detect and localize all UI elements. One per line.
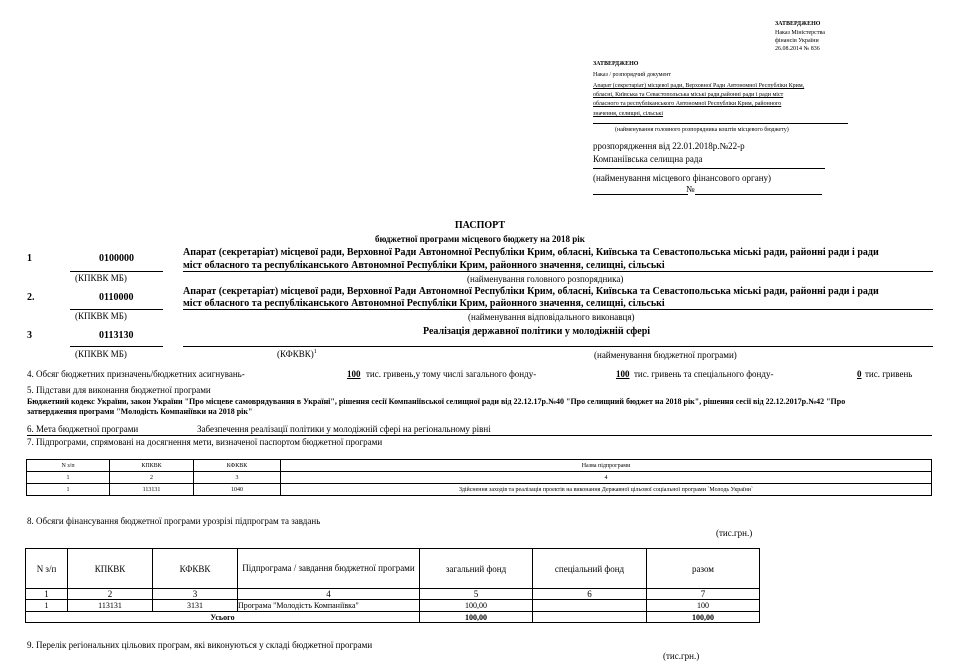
table-cell: 100	[647, 600, 760, 612]
program-caption: (найменування бюджетної програми)	[594, 350, 737, 360]
header-cell: Назва підпрограми	[281, 460, 932, 472]
executor-name: Апарат (секретаріат) місцевої ради, Верховної Ради Автономної Республіки Крим, обласні, Київська та Севастопольська міські ради, районні ради і ради	[183, 286, 879, 297]
section5-label: 5. Підстави для виконання бюджетної програми	[27, 385, 211, 395]
basis-text: затвердження програми "Молодість Компаніївки на 2018 рік"	[27, 407, 253, 416]
approval-line: фінансів України	[775, 38, 819, 44]
num-cell: 2	[110, 472, 194, 484]
header-cell: загальний фонд	[420, 549, 533, 589]
header-cell: Підпрограма / завдання бюджетної програми	[238, 549, 420, 589]
table-cell: 113131	[68, 600, 153, 612]
executor-caption: (найменування відповідального виконавця)	[468, 312, 635, 322]
table-total-row	[26, 612, 760, 623]
num-cell: 4	[281, 472, 932, 484]
table-cell: 113131	[110, 484, 194, 496]
approval-doc-title: ЗАТВЕРДЖЕНО	[593, 61, 639, 67]
doc-label: Наказ / розпорядчий документ	[593, 72, 671, 78]
passport-subtitle: бюджетної програми місцевого бюджету на 2018 рік	[375, 234, 585, 244]
section6-label: 6. Мета бюджетної програми	[27, 424, 139, 434]
number-sign: №	[686, 184, 695, 194]
kpkvk-code: 0110000	[99, 292, 134, 303]
org-line: Апарат (секретаріат) місцевої ради, Верховної Ради Автономної Республіки Крим,	[593, 83, 805, 89]
manager-name: Апарат (секретаріат) місцевої ради, Верховної Ради Автономної Республіки Крим, обласні, Київська та Севастопольська міські ради, районні ради і ради	[183, 247, 879, 258]
row-number: 1	[27, 253, 32, 264]
section9-label: 9. Перелік регіональних цільових програм, які виконуються у складі бюджетної програми	[27, 640, 373, 650]
passport-title: ПАСПОРТ	[454, 220, 506, 231]
basis-text: Бюджетний кодекс України, закон України "Про місцеве самоврядування в Україні", рішення сесії Компаніївської селищної ради від 22.12.17р.№40 "Про селищний бюджет на 2018 рік", рішення сесії від 22.12.2017р.№42 "Про	[27, 397, 846, 406]
table-numbering-row	[27, 472, 932, 484]
table-cell: Програма "Молодість Компаніївка"	[238, 600, 420, 612]
section8-label: 8. Обсяги фінансування бюджетної програми урозрізі підпрограм та завдань	[27, 516, 321, 526]
section7-label: 7. Підпрограми, спрямовані на досягнення мети, визначеної паспортом бюджетної програми	[27, 437, 383, 447]
table-cell: Здійснення заходів та реалізація проектів на виконання Державної цільової соціальної програми `Молодь України`	[281, 484, 932, 496]
org-caption: (найменування головного розпорядника коштів місцевого бюджету)	[615, 127, 789, 133]
unit-label: (тис.грн.)	[716, 528, 753, 538]
num-cell: 3	[194, 472, 281, 484]
table-header-row	[26, 549, 760, 589]
manager-caption: (найменування головного розпорядника)	[467, 274, 624, 284]
header-cell: спеціальний фонд	[533, 549, 647, 589]
fin-caption: (найменування місцевого фінансового органу)	[593, 173, 772, 183]
table-row	[26, 600, 760, 612]
num-cell: 3	[153, 589, 238, 600]
row-number: 3	[27, 330, 32, 341]
table-header-row	[27, 460, 932, 472]
code-caption: (КПКВК МБ)	[75, 311, 127, 321]
num-cell: 1	[27, 472, 110, 484]
table-cell: 1040	[194, 484, 281, 496]
section4-text: тис. гривень	[865, 369, 913, 379]
unit-label: (тис.грн.)	[663, 651, 700, 661]
org-line: обласного та республіканського Автономної Республіки Крим, районного	[593, 101, 782, 107]
header-cell: разом	[647, 549, 760, 589]
general-amount: 100	[616, 369, 630, 379]
kfkvk-caption: (КФКВК)$^1$	[277, 349, 317, 359]
special-amount: 0	[857, 369, 862, 379]
num-cell: 7	[647, 589, 760, 600]
kpkvk-code: 0100000	[99, 253, 134, 264]
executor-name: міст обласного та республіканського Автономної Республіки Крим, районного значення, селищні, сільські	[183, 298, 665, 309]
footnote-sup: 1	[313, 349, 317, 355]
row-number: 2.	[27, 292, 35, 303]
table-numbering-row	[26, 589, 760, 600]
section4-text: тис. гривень та спеціального фонду-	[634, 369, 774, 379]
header-cell: КПКВК	[110, 460, 194, 472]
table-cell	[533, 600, 647, 612]
header-cell: N з/п	[26, 549, 68, 589]
section4-label: 4. Обсяг бюджетних призначень/бюджетних асигнувань-	[27, 369, 245, 379]
code-caption: (КПКВК МБ)	[75, 349, 127, 359]
total-cell: 100,00	[647, 612, 760, 623]
approval-title: ЗАТВЕРДЖЕНО	[775, 21, 821, 27]
table-cell: 3131	[153, 600, 238, 612]
total-amount: 100	[347, 369, 361, 379]
financing-table	[25, 548, 760, 623]
program-name: Реалізація державної політики у молодіжній сфері	[423, 326, 651, 337]
num-cell: 1	[26, 589, 68, 600]
total-label: Усього	[26, 612, 420, 623]
approval-line: 26.08.2014 № 836	[775, 46, 820, 52]
table-cell: 100,00	[420, 600, 533, 612]
num-cell: 4	[238, 589, 420, 600]
manager-name: міст обласного та республіканського Автономної Республіки Крим, районного значення, селищні, сільські	[183, 260, 665, 271]
header-cell: КФКВК	[194, 460, 281, 472]
code-caption: (КПКВК МБ)	[75, 273, 127, 283]
table-row	[27, 484, 932, 496]
council-name: Компаніївська селищна рада	[593, 154, 703, 164]
section4-text: тис. гривень,у тому числі загального фонду-	[366, 369, 537, 379]
num-cell: 5	[420, 589, 533, 600]
order-text: ррозпорядження від 22.01.2018р.№22-р	[593, 141, 745, 151]
table-cell: 1	[27, 484, 110, 496]
approval-line: Наказ Міністерства	[775, 30, 825, 36]
header-cell: КФКВК	[153, 549, 238, 589]
table-cell: 1	[26, 600, 68, 612]
header-cell: N з/п	[27, 460, 110, 472]
total-cell: 100,00	[420, 612, 533, 623]
goal-text: Забезпечення реалізації політики у молодіжній сфері на регіональному рівні	[197, 424, 491, 434]
kpkvk-code: 0113130	[99, 330, 134, 341]
num-cell: 6	[533, 589, 647, 600]
org-line: обласні, Київська та Севастопольська міські ради,районні ради і ради міст	[593, 92, 784, 98]
org-line: значення, селищні, сільські	[593, 111, 664, 117]
header-cell: КПКВК	[68, 549, 153, 589]
total-cell	[533, 612, 647, 623]
num-cell: 2	[68, 589, 153, 600]
subprograms-table	[26, 459, 932, 496]
